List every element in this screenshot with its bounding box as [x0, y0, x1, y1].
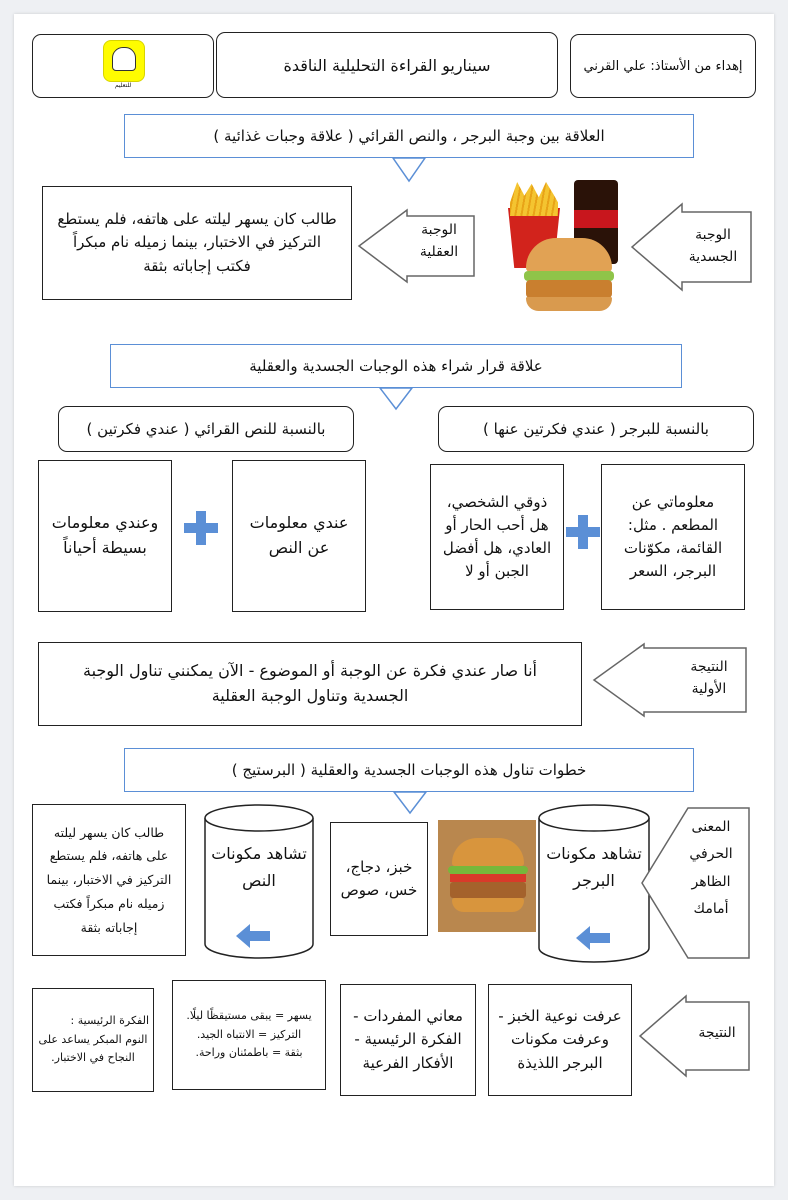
mental-meal-label: الوجبة العقلية — [419, 222, 459, 261]
burger-photo — [438, 820, 536, 932]
final-label: النتيجة — [698, 1025, 736, 1041]
section3-heading: خطوات تناول هذه الوجبات الجسدية والعقلية ( البرستيج ) — [124, 748, 694, 792]
section1-heading: العلاقة بين وجبة البرجر ، والنص القرائي ( علاقة وجبات غذائية ) — [124, 114, 694, 158]
literal-meaning-label: المعنى الحرفي الظاهر أمامك — [689, 819, 733, 917]
vocab-box — [172, 980, 326, 1090]
left-blue-arrow-icon — [236, 924, 270, 948]
physical-meal-label: الوجبة الجسدية — [688, 227, 738, 266]
section2-heading: علاقة قرار شراء هذه الوجبات الجسدية والعقلية — [110, 344, 682, 388]
burger-taste: ذوقي الشخصي، هل أحب الحار أو العادي، هل أفضل الجبن أو لا — [430, 464, 564, 610]
burger-info: معلوماتي عن المطعم . مثل: القائمة، مكوّنات البرجر، السعر — [601, 464, 745, 610]
section3-story: طالب كان يسهر ليلته على هاتفه، فلم يستطع التركيز في الاختبار، بينما زميله نام مبكراً فكتب إجاباته بثقة — [32, 804, 186, 956]
main-idea-title: الفكرة الرئيسية : — [70, 1013, 149, 1027]
snap-caption: للتعليم — [114, 82, 132, 89]
down-arrow-icon — [387, 157, 431, 183]
snapchat-logo-box — [32, 34, 214, 98]
text-header: بالنسبة للنص القرائي ( عندي فكرتين ) — [58, 406, 354, 452]
burger-meal-image — [504, 174, 629, 319]
worksheet-page — [14, 14, 774, 1186]
snapchat-icon — [101, 40, 145, 92]
plus-icon — [184, 511, 218, 545]
section1-story: طالب كان يسهر ليلته على هاتفه، فلم يستطع التركيز في الاختبار، بينما زميله نام مبكراً فكتب إجاباته بثقة — [42, 186, 352, 300]
ingredients-box: خبز، دجاج، خس، صوص — [330, 822, 428, 936]
text-result: معاني المفردات - الفكرة الرئيسية - الأفكار الفرعية — [340, 984, 476, 1096]
result1-label: النتيجة الأولية — [690, 659, 728, 698]
down-arrow-icon — [374, 387, 418, 411]
main-idea-box — [32, 988, 154, 1092]
vocab-item: بثقة = باطمئنان وراحة. — [195, 1046, 303, 1060]
burger-header: بالنسبة للبرجر ( عندي فكرتين عنها ) — [438, 406, 754, 452]
burger-result: عرفت نوعية الخبز - وعرفت مكونات البرجر اللذيذة — [488, 984, 632, 1096]
main-idea-text: النوم المبكر يساعد على النجاح في الاختبار. — [38, 1032, 148, 1065]
result1-text: أنا صار عندي فكرة عن الوجبة أو الموضوع - الآن يمكنني تناول الوجبة الجسدية وتناول الوجبة العقلية — [38, 642, 582, 726]
down-arrow-icon — [388, 791, 432, 815]
text-cylinder-label: تشاهد مكونات النص — [211, 844, 307, 891]
plus-icon — [566, 515, 600, 549]
vocab-item: يسهر = يبقى مستيقظًا ليلًا. — [186, 1008, 312, 1022]
author-credit: إهداء من الأستاذ: علي القرني — [570, 34, 756, 98]
vocab-item: التركيز = الانتباه الجيد. — [196, 1027, 302, 1041]
page-title: سيناريو القراءة التحليلية الناقدة — [216, 32, 558, 98]
text-extra-info: وعندي معلومات بسيطة أحياناً — [38, 460, 172, 612]
burger-cylinder-label: تشاهد مكونات البرجر — [546, 844, 642, 891]
text-info: عندي معلومات عن النص — [232, 460, 366, 612]
left-blue-arrow-icon — [576, 926, 610, 950]
